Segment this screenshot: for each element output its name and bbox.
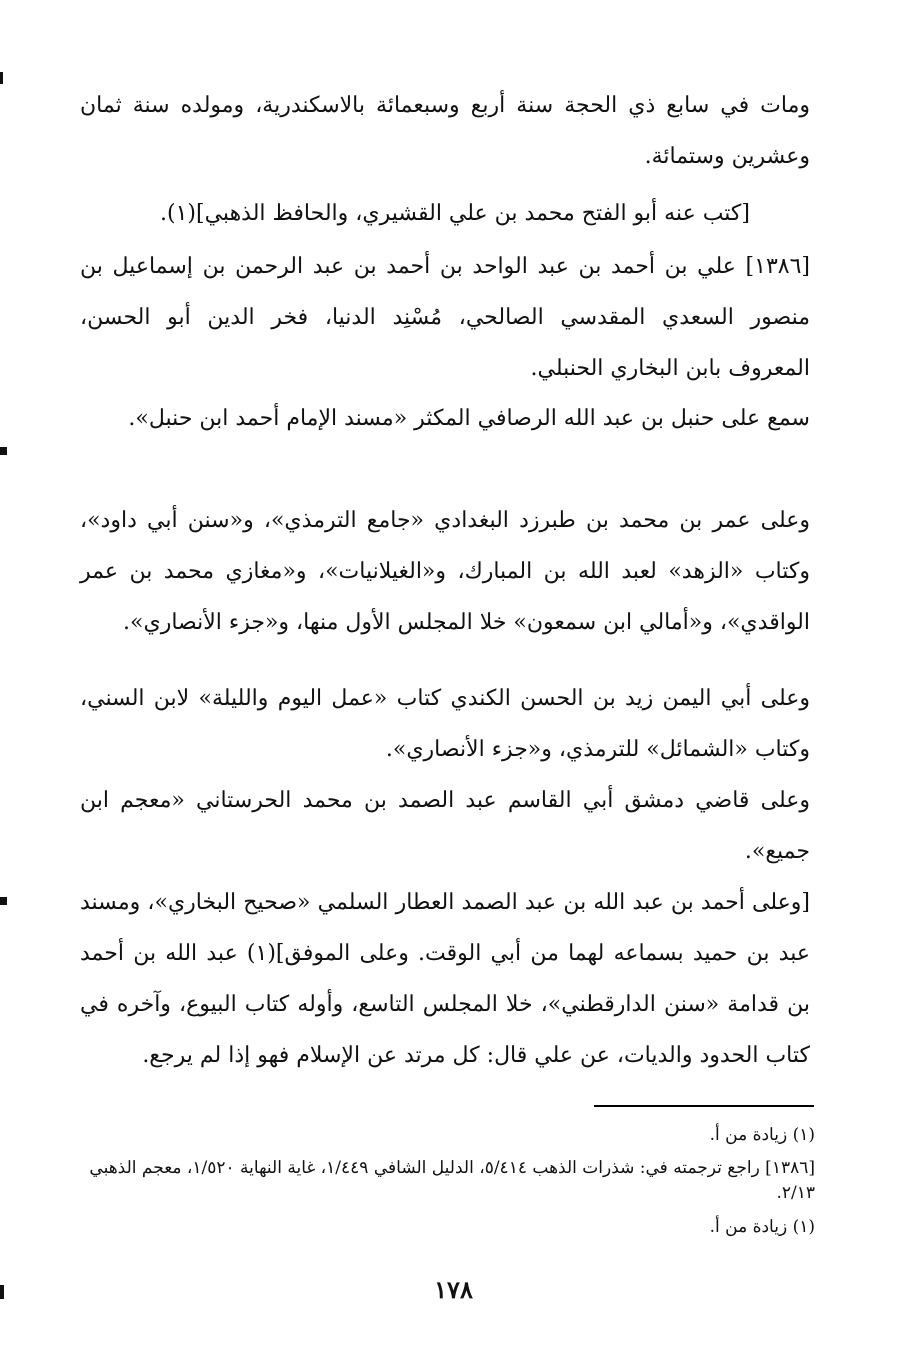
paragraph-tabarzad: وعلى عمر بن محمد بن طبرزد البغدادي «جامع الترمذي»، و«سنن أبي داود»، وكتاب «الزهد» لعبد الله بن المبارك، و«الغيلانيات»، و«مغازي محمد بن عمر الواقدي»، و«أمالي ابن سمعون» خلا المجلس الأول منها، و«جزء الأنصاري». <box>80 508 810 635</box>
margin-mark <box>0 1285 4 1299</box>
page-number: ١٧٨ <box>434 1275 473 1304</box>
margin-mark <box>0 897 7 905</box>
paragraph-death-date: ومات في سابع ذي الحجة سنة أربع وسبعمائة بالاسكندرية، ومولده سنة ثمان وعشرين وستمائة. <box>80 93 810 169</box>
paragraph-attar: [وعلى أحمد بن عبد الله بن عبد الصمد العطار السلمي «صحيح البخاري»، ومسند عبد بن حميد بسماعه لهما من أبي الوقت. وعلى الموفق](١) عبد الله بن أحمد بن قدامة «سنن الدارقطني»، خلا المجلس التاسع، وأوله كتاب البيوع، وآخره في كتاب الحدود والديات، عن علي قال: كل مرتد عن الإسلام فهو إذا لم يرجع. <box>80 890 810 1068</box>
paragraph-harastani: وعلى قاضي دمشق أبي القاسم عبد الصمد بن محمد الحرستاني «معجم ابن جميع». <box>80 788 810 864</box>
footnote-1386: [١٣٨٦] راجع ترجمته في: شذرات الذهب ٥/٤١٤، الدليل الشافي ١/٤٤٩، غاية النهاية ١/٥٢٠، معجم الذهبي ٢/١٣. <box>89 1158 815 1203</box>
margin-mark <box>0 72 3 84</box>
paragraph-entry-1386: [١٣٨٦] علي بن أحمد بن عبد الواحد بن أحمد بن عبد الرحمن بن إسماعيل بن منصور السعدي المقدسي الصالحي، مُسْنِد الدنيا، فخر الدين أبو الحسن، المعروف بابن البخاري الحنبلي. <box>80 254 810 381</box>
paragraph-bracket-note: [كتب عنه أبو الفتح محمد بن علي القشيري، والحافظ الذهبي](١). <box>160 201 750 226</box>
footnote-1: (١) زيادة من أ. <box>709 1125 815 1145</box>
footnote-1-repeat: (١) زيادة من أ. <box>709 1217 815 1237</box>
margin-mark <box>0 447 7 455</box>
paragraph-kindi: وعلى أبي اليمن زيد بن الحسن الكندي كتاب «عمل اليوم والليلة» لابن السني، وكتاب «الشمائل» للترمذي، و«جزء الأنصاري». <box>80 686 810 762</box>
paragraph-hanbal: سمع على حنبل بن عبد الله الرصافي المكثر «مسند الإمام أحمد ابن حنبل». <box>128 406 810 431</box>
footnote-separator <box>594 1105 814 1107</box>
